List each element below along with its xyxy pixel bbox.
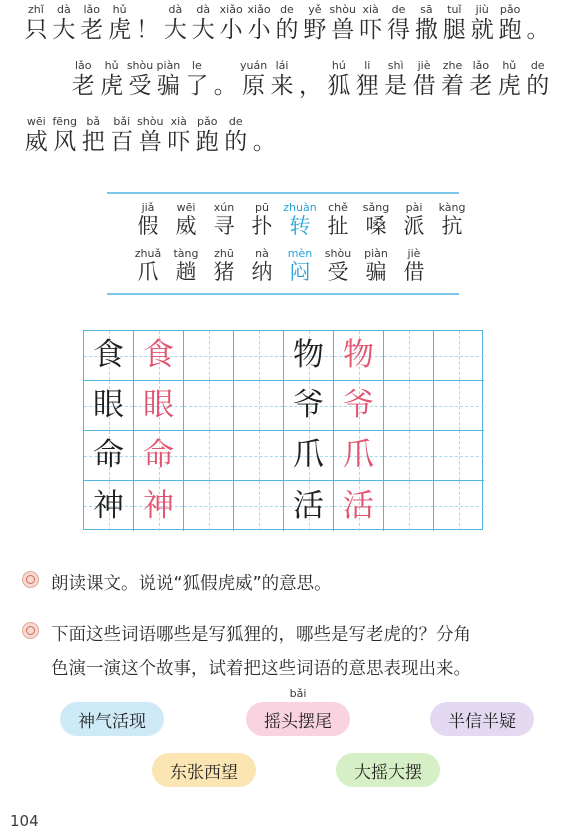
hanzi: 就 <box>470 17 494 43</box>
passage-char <box>329 4 357 44</box>
grid-cell-character <box>284 431 334 481</box>
passage-char <box>106 4 134 44</box>
grid-cell-character <box>334 481 384 531</box>
hanzi: 老 <box>71 73 95 99</box>
vocab-char <box>320 247 356 285</box>
hanzi: 野 <box>303 17 327 43</box>
tracing-character: 物 <box>343 337 374 373</box>
hanzi: 兽 <box>331 17 355 43</box>
pinyin: de <box>228 115 243 128</box>
grid-cell-empty <box>384 331 434 381</box>
vocab-pinyin: pū <box>255 201 269 214</box>
vocab-row-1 <box>130 201 472 239</box>
tracing-character: 命 <box>143 437 174 473</box>
pinyin: shòu <box>126 59 154 72</box>
grid-cell-character <box>134 331 184 381</box>
hanzi: 大 <box>52 17 76 43</box>
vocab-pinyin: sǎng <box>362 201 390 214</box>
grid-cell-character <box>334 431 384 481</box>
hanzi: 小 <box>247 17 271 43</box>
model-character: 活 <box>293 487 324 524</box>
hanzi: 百 <box>110 129 134 155</box>
pinyin: dà <box>168 3 183 16</box>
vocab-char <box>320 201 356 239</box>
model-character: 神 <box>93 487 124 524</box>
passage-char <box>134 4 162 44</box>
tracing-character: 眼 <box>143 387 174 423</box>
vocab-pinyin: tàng <box>173 247 199 260</box>
word-bubble-text: 大摇大摆 <box>354 762 422 783</box>
grid-cell-character <box>284 331 334 381</box>
passage-char <box>524 60 552 100</box>
vocab-pinyin: wēi <box>176 201 196 214</box>
passage-char <box>296 60 324 100</box>
pinyin: hǔ <box>104 59 119 72</box>
vocab-hanzi: 威 <box>175 214 197 238</box>
vocab-hanzi: 假 <box>137 214 159 238</box>
pinyin: lǎo <box>83 3 100 16</box>
vocab-pinyin: xún <box>213 201 235 214</box>
hanzi: 虎 <box>108 17 132 43</box>
passage-char <box>250 116 279 156</box>
grid-cell-empty <box>234 431 284 481</box>
passage-line <box>22 60 552 100</box>
vocab-hanzi: 骗 <box>365 260 387 284</box>
passage-char <box>50 4 78 44</box>
word-bubble-3 <box>430 702 534 736</box>
word-bubble-text: 半信半疑 <box>448 711 516 732</box>
pinyin: le <box>191 59 202 72</box>
hanzi: 老 <box>469 73 493 99</box>
hanzi: 了 <box>185 73 209 99</box>
pinyin: de <box>530 59 545 72</box>
vocab-hanzi: 嗓 <box>365 214 387 238</box>
passage-char <box>211 60 239 100</box>
passage-char <box>273 4 301 44</box>
passage-char <box>217 4 245 44</box>
grid-cell-empty <box>434 381 484 431</box>
hanzi: 风 <box>53 129 77 155</box>
vocab-char-highlighted <box>282 247 318 285</box>
vocab-char <box>206 201 242 239</box>
passage-char <box>165 116 194 156</box>
grid-cell-empty <box>234 481 284 531</box>
grid-cell-empty <box>184 381 234 431</box>
passage-char <box>69 60 97 100</box>
passage-char <box>193 116 222 156</box>
passage-char <box>189 4 217 44</box>
pinyin: zhǐ <box>28 3 44 16</box>
pinyin: jiù <box>475 3 489 16</box>
hanzi: 吓 <box>167 129 191 155</box>
vocab-pinyin: zhū <box>214 247 234 260</box>
tracing-character: 食 <box>143 337 174 373</box>
pinyin: xiǎo <box>219 3 243 16</box>
vocab-char <box>130 247 166 285</box>
pinyin: de <box>391 3 406 16</box>
word-bubble-text: 神气活现 <box>78 711 146 732</box>
vocab-char <box>396 247 432 285</box>
hanzi: 兽 <box>138 129 162 155</box>
grid-cell-character <box>334 331 384 381</box>
grid-cell-empty <box>434 331 484 381</box>
vocab-hanzi: 纳 <box>251 260 273 284</box>
pinyin: lǎo <box>74 59 92 72</box>
passage-char <box>381 60 409 100</box>
hanzi: 的 <box>275 17 299 43</box>
pinyin: shòu <box>137 115 164 128</box>
passage-char <box>410 60 438 100</box>
passage-char <box>78 4 106 44</box>
passage-char <box>357 4 385 44</box>
tracing-character: 爪 <box>343 437 374 473</box>
vocab-hanzi: 扯 <box>327 214 349 238</box>
tracing-character: 爷 <box>343 387 374 423</box>
vocab-row-2 <box>130 247 434 285</box>
vocab-pinyin: chě <box>328 201 348 214</box>
vocab-hanzi: 爪 <box>137 260 159 284</box>
vocab-hanzi: 扑 <box>251 214 273 238</box>
vocab-char <box>358 247 394 285</box>
tracing-character: 神 <box>143 487 174 524</box>
vocab-pinyin: piàn <box>364 247 388 260</box>
character-writing-grid <box>83 330 483 530</box>
passage-char <box>222 116 251 156</box>
pinyin: xià <box>170 115 187 128</box>
passage-char <box>126 60 154 100</box>
grid-cell-character <box>134 381 184 431</box>
passage-char <box>301 4 329 44</box>
hanzi: 小 <box>219 17 243 43</box>
passage-char <box>22 4 50 44</box>
grid-cell-empty <box>434 481 484 531</box>
exercise-bullet-icon <box>22 622 39 639</box>
vocab-bottom-rule <box>107 293 459 295</box>
passage-char <box>438 60 466 100</box>
vocab-pinyin: jiè <box>407 247 421 260</box>
vocabulary-box <box>107 192 466 295</box>
model-character: 命 <box>93 437 124 473</box>
vocab-hanzi: 寻 <box>213 214 235 238</box>
hanzi: 只 <box>24 17 48 43</box>
story-passage <box>22 4 552 172</box>
grid-cell-empty <box>384 431 434 481</box>
hanzi: 威 <box>24 129 48 155</box>
grid-cell-character <box>134 481 184 531</box>
vocab-pinyin: zhuàn <box>283 201 317 214</box>
passage-char <box>239 60 267 100</box>
vocab-hanzi: 转 <box>289 214 311 238</box>
vocab-char <box>130 201 166 239</box>
hanzi: 的 <box>526 73 550 99</box>
word-bubble-1 <box>60 702 164 736</box>
pinyin: dà <box>196 3 211 16</box>
word-bubble-pinyin: bǎi <box>289 687 307 700</box>
grid-cell-character <box>284 481 334 531</box>
vocab-char <box>434 201 470 239</box>
hanzi: 虎 <box>497 73 521 99</box>
pinyin: xià <box>362 3 379 16</box>
hanzi: 把 <box>81 129 105 155</box>
vocab-pinyin: zhuǎ <box>134 247 162 260</box>
pinyin: zhe <box>442 59 463 72</box>
pinyin: hǔ <box>502 59 517 72</box>
vocab-pinyin: nà <box>255 247 269 260</box>
passage-char <box>136 116 165 156</box>
passage-char <box>268 60 296 100</box>
pinyin: yuán <box>240 59 268 72</box>
vocab-char-highlighted <box>282 201 318 239</box>
vocab-char <box>244 201 280 239</box>
pinyin: shòu <box>329 3 356 16</box>
pinyin: yě <box>308 3 322 16</box>
vocab-pinyin: jiǎ <box>141 201 155 214</box>
vocab-hanzi: 趟 <box>175 260 197 284</box>
grid-cell-character <box>84 481 134 531</box>
hanzi: 。 <box>526 17 550 43</box>
vocab-char <box>396 201 432 239</box>
vocab-char <box>206 247 242 285</box>
exercise-1-text: 朗读课文。说说“狐假虎威”的意思。 <box>51 574 332 594</box>
pinyin: pǎo <box>197 115 218 128</box>
passage-line <box>22 4 552 44</box>
vocab-hanzi: 派 <box>403 214 425 238</box>
passage-char <box>495 60 523 100</box>
passage-char <box>467 60 495 100</box>
grid-cell-character <box>84 381 134 431</box>
hanzi: 虎 <box>100 73 124 99</box>
pinyin: fēng <box>52 115 78 128</box>
pinyin: piàn <box>156 59 181 72</box>
pinyin: de <box>280 3 294 16</box>
pinyin: pǎo <box>499 3 521 16</box>
pinyin: dà <box>56 3 71 16</box>
vocab-hanzi: 借 <box>403 260 425 284</box>
pinyin: jiè <box>417 59 431 72</box>
vocab-char <box>244 247 280 285</box>
grid-cell-empty <box>234 381 284 431</box>
hanzi: 腿 <box>442 17 466 43</box>
grid-cell-empty <box>384 381 434 431</box>
vocab-hanzi: 闷 <box>289 260 311 284</box>
page-number: 104 <box>10 812 39 830</box>
passage-char <box>496 4 524 44</box>
passage-char <box>161 4 189 44</box>
passage-char <box>154 60 182 100</box>
grid-cell-empty <box>184 431 234 481</box>
hanzi: 吓 <box>359 17 383 43</box>
exercise-2-line-1: 下面这些词语哪些是写狐狸的，哪些是写老虎的？分角 <box>51 625 471 645</box>
pinyin: lǎo <box>472 59 490 72</box>
passage-char <box>468 4 496 44</box>
pinyin: xiǎo <box>247 3 271 16</box>
passage-char <box>22 116 51 156</box>
passage-char <box>97 60 125 100</box>
passage-char <box>440 4 468 44</box>
hanzi: 。 <box>252 129 276 155</box>
passage-char <box>385 4 413 44</box>
hanzi: 大 <box>191 17 215 43</box>
vocab-char <box>168 201 204 239</box>
exercise-bullet-icon <box>22 571 39 588</box>
pinyin: hú <box>331 59 346 72</box>
grid-cell-character <box>334 381 384 431</box>
hanzi: ， <box>298 73 322 99</box>
hanzi: 是 <box>384 73 408 99</box>
passage-char <box>412 4 440 44</box>
vocab-char <box>168 247 204 285</box>
pinyin: lái <box>275 59 289 72</box>
hanzi: 老 <box>80 17 104 43</box>
passage-char <box>108 116 137 156</box>
grid-cell-character <box>84 331 134 381</box>
hanzi: 来 <box>270 73 294 99</box>
vocab-hanzi: 受 <box>327 260 349 284</box>
pinyin: wēi <box>26 115 46 128</box>
pinyin: bǎ <box>86 115 101 128</box>
model-character: 爷 <box>293 387 324 423</box>
passage-char <box>325 60 353 100</box>
pinyin: hǔ <box>112 3 127 16</box>
hanzi: 跑 <box>195 129 219 155</box>
passage-char <box>183 60 211 100</box>
vocab-char <box>358 201 394 239</box>
word-bubble-2 <box>246 687 350 736</box>
grid-cell-empty <box>184 481 234 531</box>
vocab-pinyin: pài <box>405 201 423 214</box>
hanzi: 跑 <box>498 17 522 43</box>
hanzi: 大 <box>163 17 187 43</box>
vocab-top-rule <box>107 192 459 194</box>
word-bubble-4 <box>152 753 256 787</box>
vocab-hanzi: 猪 <box>213 260 235 284</box>
vocab-hanzi: 抗 <box>441 214 463 238</box>
grid-cell-empty <box>434 431 484 481</box>
hanzi: 的 <box>224 129 248 155</box>
hanzi: 着 <box>440 73 464 99</box>
vocab-pinyin: mèn <box>287 247 313 260</box>
pinyin: shì <box>387 59 404 72</box>
vocab-pinyin: kàng <box>438 201 466 214</box>
grid-cell-empty <box>184 331 234 381</box>
hanzi: 受 <box>128 73 152 99</box>
hanzi: 狸 <box>355 73 379 99</box>
grid-cell-empty <box>234 331 284 381</box>
hanzi: ！ <box>136 17 159 43</box>
hanzi: 狐 <box>327 73 351 99</box>
hanzi: 原 <box>242 73 266 99</box>
pinyin: sā <box>420 3 433 16</box>
hanzi: 骗 <box>156 73 180 99</box>
hanzi: 撒 <box>414 17 438 43</box>
passage-line <box>22 116 552 156</box>
model-character: 食 <box>93 337 124 373</box>
word-bubble-text: 东张西望 <box>170 762 238 783</box>
vocab-pinyin: shòu <box>324 247 352 260</box>
grid-cell-character <box>284 381 334 431</box>
tracing-character: 活 <box>343 487 374 524</box>
pinyin: tuǐ <box>447 3 462 16</box>
hanzi: 借 <box>412 73 436 99</box>
passage-char <box>51 116 80 156</box>
hanzi: 。 <box>213 73 237 99</box>
model-character: 物 <box>293 337 324 373</box>
pinyin: li <box>364 59 371 72</box>
hanzi: 得 <box>387 17 411 43</box>
passage-char <box>353 60 381 100</box>
grid-cell-character <box>134 431 184 481</box>
model-character: 眼 <box>93 387 124 423</box>
word-bubble-5 <box>336 753 440 787</box>
grid-cell-character <box>84 431 134 481</box>
passage-char <box>524 4 552 44</box>
passage-char <box>245 4 273 44</box>
word-bubble-text: 摇头摆尾 <box>264 711 332 732</box>
model-character: 爪 <box>293 437 324 473</box>
passage-char <box>79 116 108 156</box>
exercise-2-line-2: 色演一演这个故事，试着把这些词语的意思表现出来。 <box>51 659 471 679</box>
pinyin: bǎi <box>113 115 131 128</box>
grid-cell-empty <box>384 481 434 531</box>
